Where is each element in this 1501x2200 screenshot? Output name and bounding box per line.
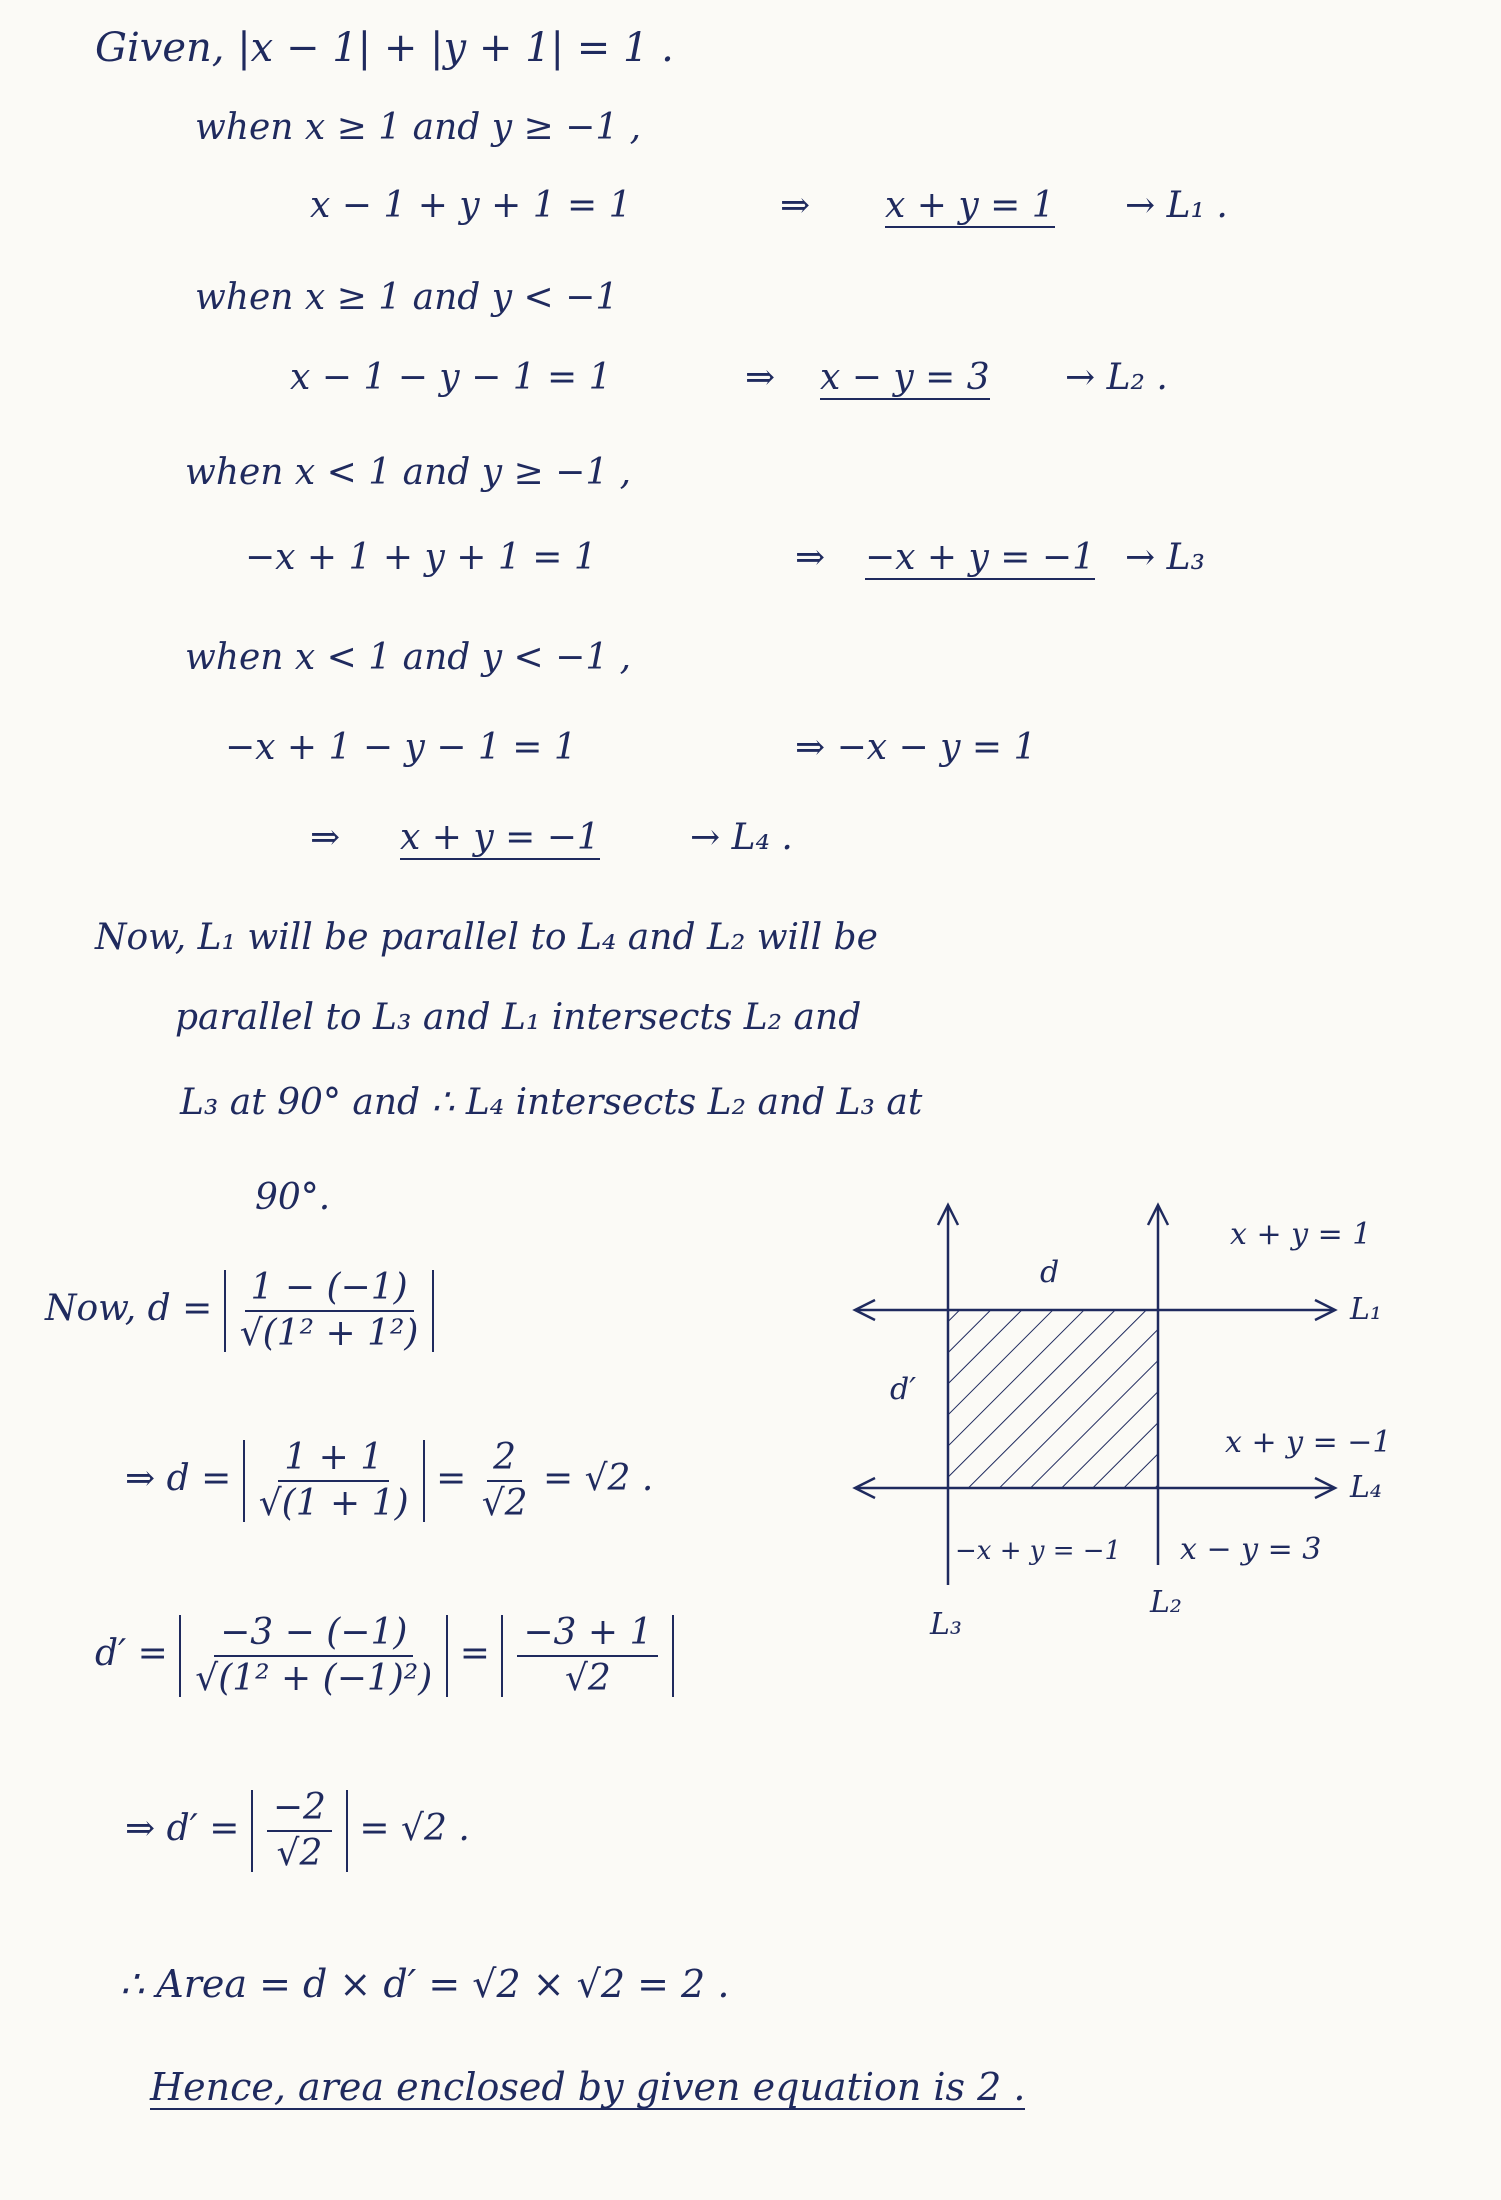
case4-line-tag: → L₄ .	[690, 817, 793, 858]
distance-dprime2-prefix: ⇒ d′ =	[125, 1808, 240, 1849]
case1-equation: x − 1 + y + 1 = 1	[310, 185, 632, 226]
denominator: √(1² + 1²)	[239, 1313, 419, 1354]
denominator: √2	[481, 1483, 528, 1524]
lines-diagram	[830, 1190, 1450, 1670]
fraction	[517, 1612, 658, 1699]
distance-d-prefix: Now, d =	[45, 1288, 213, 1329]
absolute-value	[179, 1612, 448, 1699]
implies-symbol: ⇒	[795, 537, 826, 578]
denominator: √(1 + 1)	[258, 1483, 409, 1524]
label-l2: L₂	[1150, 1585, 1182, 1620]
distance-dprime-formula	[95, 1612, 674, 1699]
distance-d2-prefix: ⇒ d =	[125, 1458, 232, 1499]
case2-result: x − y = 3	[820, 357, 990, 398]
case3-equation: −x + 1 + y + 1 = 1	[245, 537, 597, 578]
absolute-value	[251, 1787, 348, 1874]
equals-sign: =	[436, 1458, 467, 1499]
label-l4-equation: x + y = −1	[1225, 1425, 1392, 1460]
case3-condition: when x < 1 and y ≥ −1 ,	[185, 452, 632, 493]
paragraph-line-1: Now, L₁ will be parallel to L₄ and L₂ will be	[95, 917, 878, 958]
implies-symbol: ⇒	[745, 357, 776, 398]
area-line: ∴ Area = d × d′ = √2 × √2 = 2 .	[120, 1962, 730, 2006]
case1-result: x + y = 1	[885, 185, 1055, 226]
distance-dprime-result: = √2 .	[359, 1808, 470, 1849]
distance-d-result: = √2 .	[542, 1458, 654, 1499]
case2-line-tag: → L₂ .	[1065, 357, 1168, 398]
conclusion-line: Hence, area enclosed by given equation is 2 .	[150, 2065, 1026, 2109]
given-line: Given, |x − 1| + |y + 1| = 1 .	[95, 25, 674, 71]
label-d-prime: d′	[890, 1372, 917, 1407]
denominator: √2	[276, 1833, 323, 1874]
distance-dprime-simplified	[125, 1787, 470, 1874]
numerator: −2	[267, 1790, 332, 1832]
numerator: 2	[487, 1440, 522, 1482]
distance-dprime-prefix: d′ =	[95, 1633, 168, 1674]
case1-line-tag: → L₁ .	[1125, 185, 1228, 226]
fraction	[267, 1787, 332, 1874]
paragraph-line-2: parallel to L₃ and L₁ intersects L₂ and	[175, 997, 862, 1038]
equals-sign: =	[459, 1633, 490, 1674]
label-l3: L₃	[930, 1607, 962, 1642]
case2-equation: x − 1 − y − 1 = 1	[290, 357, 612, 398]
numerator: −3 − (−1)	[214, 1615, 413, 1657]
distance-d-simplified	[125, 1437, 654, 1524]
case4-condition: when x < 1 and y < −1 ,	[185, 637, 632, 678]
fraction	[258, 1437, 409, 1524]
paragraph-line-4: 90°.	[255, 1177, 331, 1218]
numerator: −3 + 1	[517, 1615, 658, 1657]
label-l4: L₄	[1350, 1470, 1382, 1505]
case3-result: −x + y = −1	[865, 537, 1095, 578]
label-l1-equation: x + y = 1	[1230, 1217, 1372, 1252]
fraction	[195, 1612, 433, 1699]
numerator: 1 + 1	[278, 1440, 389, 1482]
distance-d-formula	[45, 1267, 434, 1354]
implies-symbol: ⇒	[310, 817, 341, 858]
case4-intermediate: ⇒ −x − y = 1	[795, 727, 1037, 768]
paragraph-line-3: L₃ at 90° and ∴ L₄ intersects L₂ and L₃ at	[180, 1082, 923, 1123]
absolute-value	[501, 1612, 674, 1699]
case4-result: x + y = −1	[400, 817, 600, 858]
enclosed-region	[948, 1310, 1158, 1488]
numerator: 1 − (−1)	[245, 1270, 414, 1312]
case4-equation: −x + 1 − y − 1 = 1	[225, 727, 577, 768]
label-l1: L₁	[1350, 1292, 1382, 1327]
denominator: √(1² + (−1)²)	[195, 1658, 433, 1699]
label-l2-equation: x − y = 3	[1180, 1532, 1322, 1567]
label-d: d	[1040, 1255, 1060, 1290]
case2-condition: when x ≥ 1 and y < −1	[195, 277, 619, 318]
absolute-value	[243, 1437, 425, 1524]
case3-line-tag: → L₃	[1125, 537, 1205, 578]
implies-symbol: ⇒	[780, 185, 811, 226]
label-l3-equation: −x + y = −1	[955, 1536, 1122, 1566]
absolute-value	[224, 1267, 435, 1354]
fraction	[239, 1267, 419, 1354]
fraction	[481, 1437, 528, 1524]
case1-condition: when x ≥ 1 and y ≥ −1 ,	[195, 107, 642, 148]
denominator: √2	[564, 1658, 611, 1699]
